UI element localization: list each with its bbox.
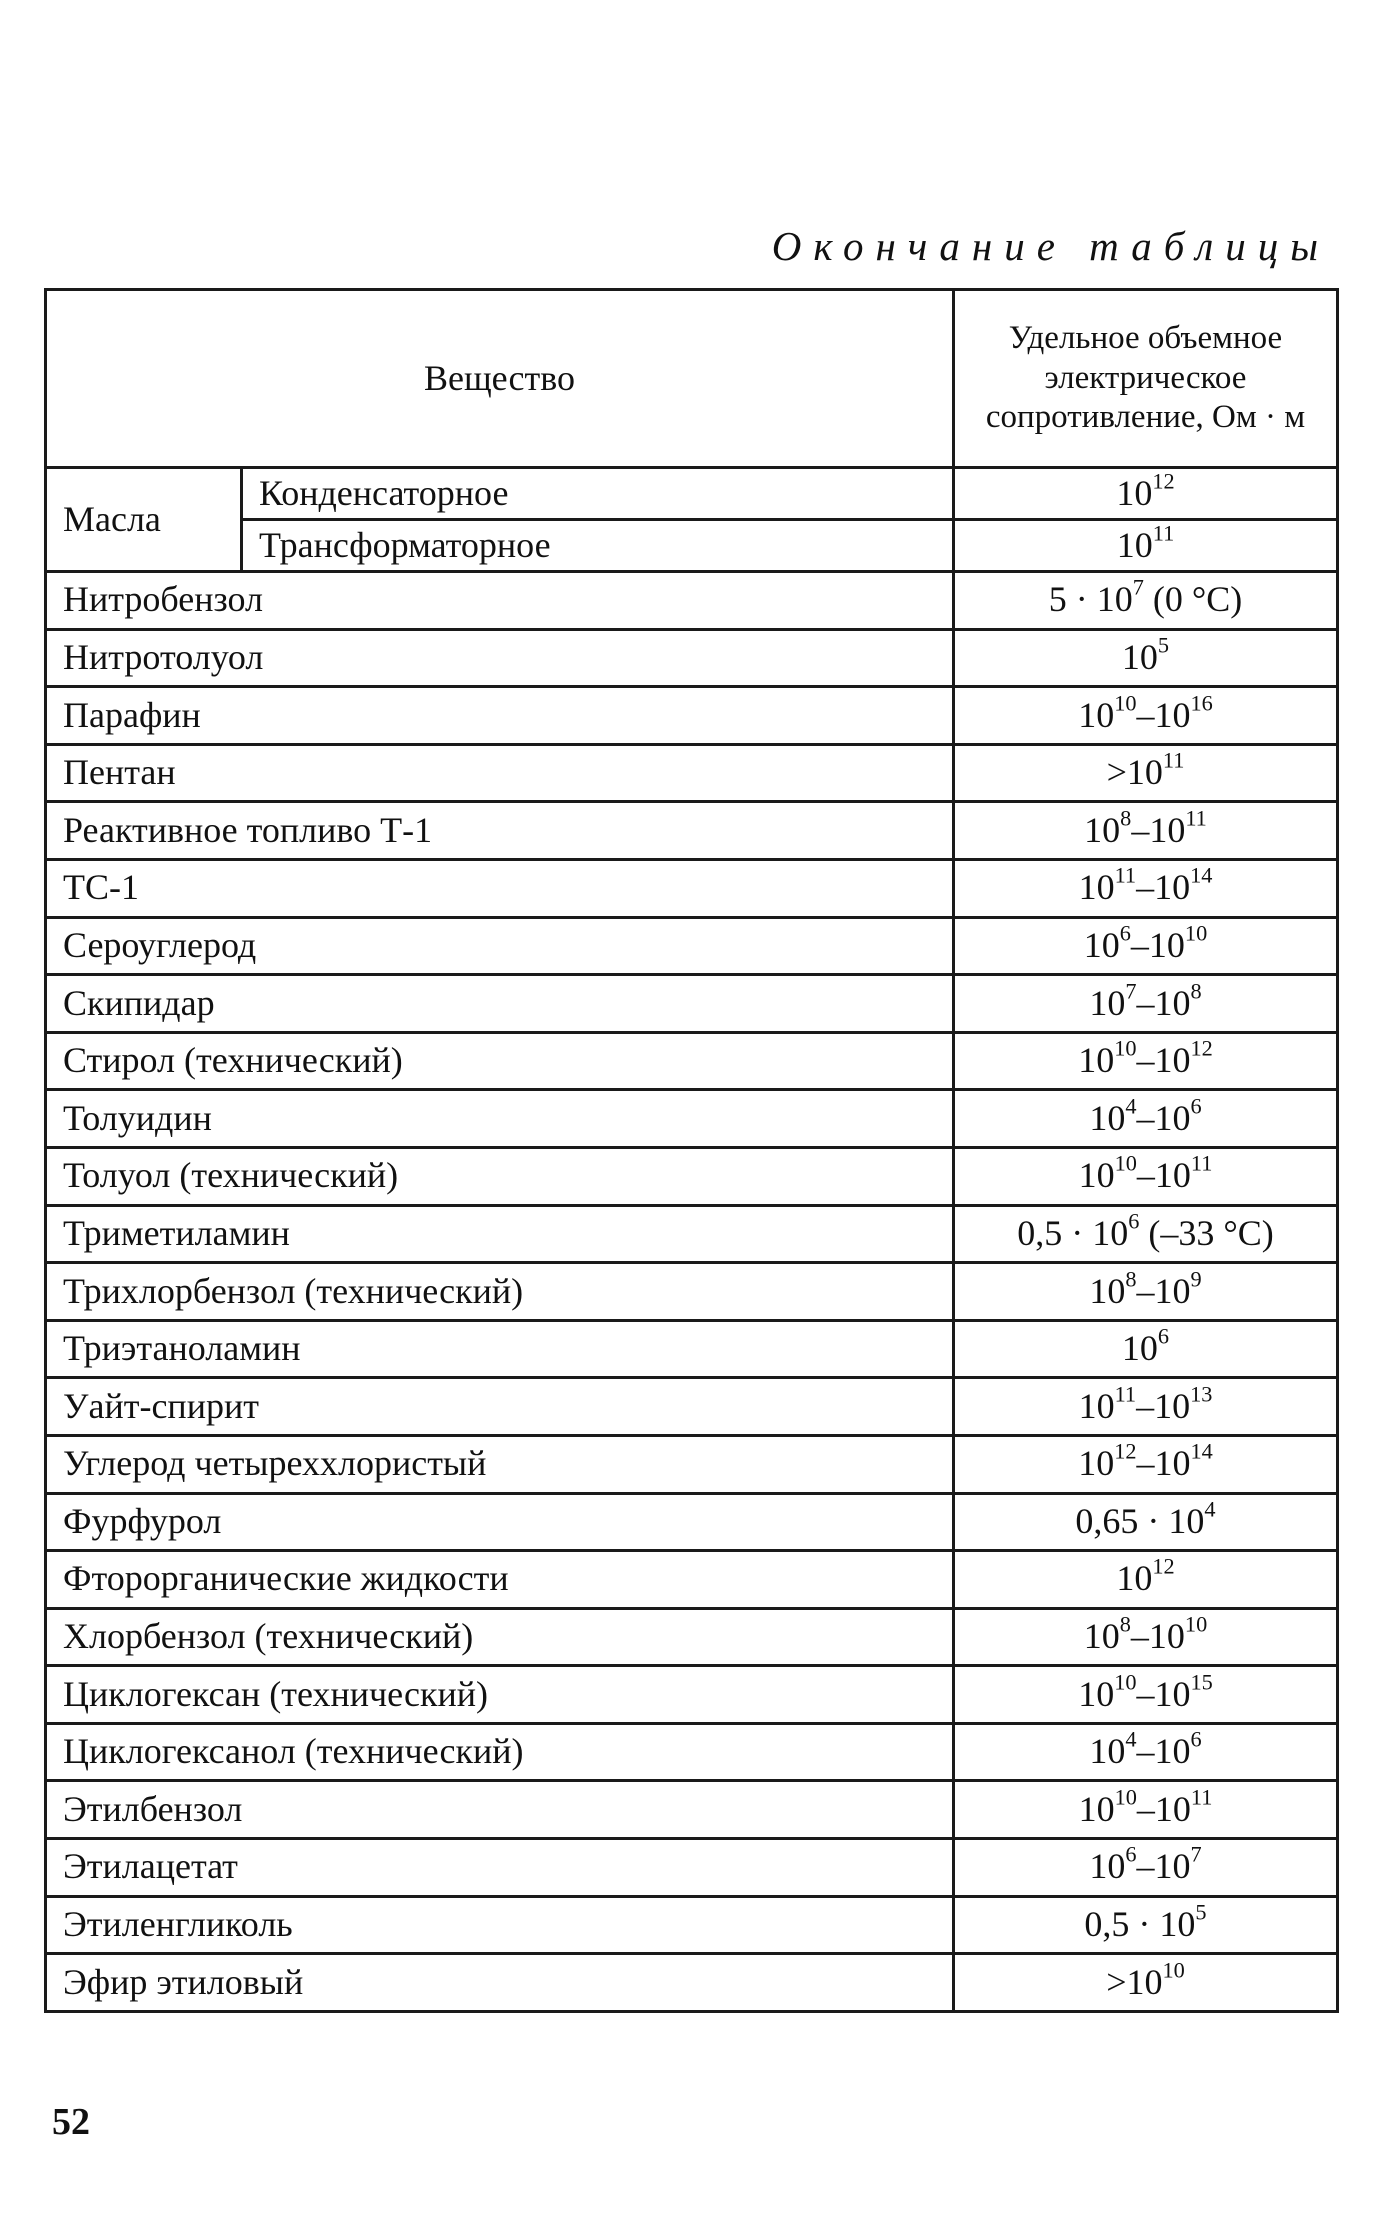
table-row bbox=[46, 1263, 1338, 1321]
substance-name: Углерод четыреххлористый bbox=[46, 1435, 954, 1493]
oil-value: $10^{11}$ bbox=[954, 520, 1338, 572]
resistivity-value: $10^{12}-10^{14}$ bbox=[954, 1435, 1338, 1493]
resistivity-value: $0,65 \cdot 10^4$ bbox=[954, 1493, 1338, 1551]
table-row bbox=[46, 1666, 1338, 1724]
resistivity-value: $10^5$ bbox=[954, 629, 1338, 687]
substance-name: Реактивное топливо Т-1 bbox=[46, 802, 954, 860]
header-substance: Вещество bbox=[46, 290, 954, 468]
substance-name: Трихлорбензол (технический) bbox=[46, 1263, 954, 1321]
resistivity-value: $>10^{10}$ bbox=[954, 1954, 1338, 2012]
substance-name: ТС-1 bbox=[46, 859, 954, 917]
resistivity-value: $10^{11}-10^{14}$ bbox=[954, 859, 1338, 917]
substance-name: Пентан bbox=[46, 744, 954, 802]
resistivity-value: $0,5 \cdot 10^6$ (–33 °C) bbox=[954, 1205, 1338, 1263]
substance-name: Толуидин bbox=[46, 1090, 954, 1148]
resistivity-value: $0,5 \cdot 10^5$ bbox=[954, 1896, 1338, 1954]
table-row bbox=[46, 1954, 1338, 2012]
table-row bbox=[46, 1551, 1338, 1609]
oil-name: Трансформаторное bbox=[242, 520, 954, 572]
resistivity-value: $10^{10}-10^{11}$ bbox=[954, 1781, 1338, 1839]
oils-group-label: Масла bbox=[46, 468, 242, 572]
page-number: 52 bbox=[52, 2101, 90, 2143]
table-row bbox=[46, 1723, 1338, 1781]
table-row bbox=[46, 917, 1338, 975]
table-row bbox=[46, 468, 1338, 520]
resistivity-table bbox=[44, 288, 1339, 2013]
resistivity-value: $10^8-10^{10}$ bbox=[954, 1608, 1338, 1666]
substance-name: Циклогексан (технический) bbox=[46, 1666, 954, 1724]
table-row bbox=[46, 1378, 1338, 1436]
resistivity-value: $10^{10}-10^{15}$ bbox=[954, 1666, 1338, 1724]
resistivity-value: $10^6-10^{10}$ bbox=[954, 917, 1338, 975]
table-row bbox=[46, 1320, 1338, 1378]
table-row bbox=[46, 1839, 1338, 1897]
table-row bbox=[46, 802, 1338, 860]
table-row bbox=[46, 1896, 1338, 1954]
resistivity-value: $10^{11}-10^{13}$ bbox=[954, 1378, 1338, 1436]
resistivity-value: $>10^{11}$ bbox=[954, 744, 1338, 802]
substance-name: Нитротолуол bbox=[46, 629, 954, 687]
substance-name: Стирол (технический) bbox=[46, 1032, 954, 1090]
substance-name: Этилбензол bbox=[46, 1781, 954, 1839]
resistivity-value: $10^{10}-10^{12}$ bbox=[954, 1032, 1338, 1090]
substance-name: Хлорбензол (технический) bbox=[46, 1608, 954, 1666]
substance-name: Циклогексанол (технический) bbox=[46, 1723, 954, 1781]
substance-name: Этилацетат bbox=[46, 1839, 954, 1897]
substance-name: Уайт-спирит bbox=[46, 1378, 954, 1436]
table-header-row bbox=[46, 290, 1338, 468]
resistivity-value: $5 \cdot 10^7$ (0 °C) bbox=[954, 572, 1338, 630]
resistivity-value: $10^8-10^9$ bbox=[954, 1263, 1338, 1321]
table-row bbox=[46, 1032, 1338, 1090]
table-row bbox=[46, 629, 1338, 687]
resistivity-value: $10^8-10^{11}$ bbox=[954, 802, 1338, 860]
header-resistivity: Удельное объемное электрическое сопротивление, Ом · м bbox=[954, 290, 1338, 468]
table-row bbox=[46, 1147, 1338, 1205]
substance-name: Фурфурол bbox=[46, 1493, 954, 1551]
substance-name: Фторорганические жидкости bbox=[46, 1551, 954, 1609]
table-row bbox=[46, 1090, 1338, 1148]
table-row bbox=[46, 1205, 1338, 1263]
table-row bbox=[46, 975, 1338, 1033]
table-row bbox=[46, 1781, 1338, 1839]
resistivity-value: $10^4-10^6$ bbox=[954, 1723, 1338, 1781]
substance-name: Парафин bbox=[46, 687, 954, 745]
resistivity-value: $10^4-10^6$ bbox=[954, 1090, 1338, 1148]
substance-name: Скипидар bbox=[46, 975, 954, 1033]
substance-name: Триэтаноламин bbox=[46, 1320, 954, 1378]
oil-name: Конденсаторное bbox=[242, 468, 954, 520]
substance-name: Эфир этиловый bbox=[46, 1954, 954, 2012]
table-row bbox=[46, 744, 1338, 802]
resistivity-value: $10^7-10^8$ bbox=[954, 975, 1338, 1033]
substance-name: Триметиламин bbox=[46, 1205, 954, 1263]
substance-name: Этиленгликоль bbox=[46, 1896, 954, 1954]
table-row bbox=[46, 1493, 1338, 1551]
resistivity-value: $10^{12}$ bbox=[954, 1551, 1338, 1609]
table-row bbox=[46, 859, 1338, 917]
substance-name: Сероуглерод bbox=[46, 917, 954, 975]
table-caption: Окончание таблицы bbox=[771, 223, 1330, 269]
table-row bbox=[46, 1608, 1338, 1666]
table-row bbox=[46, 1435, 1338, 1493]
resistivity-value: $10^6$ bbox=[954, 1320, 1338, 1378]
resistivity-value: $10^6-10^7$ bbox=[954, 1839, 1338, 1897]
substance-name: Толуол (технический) bbox=[46, 1147, 954, 1205]
table-row bbox=[46, 687, 1338, 745]
oil-value: $10^{12}$ bbox=[954, 468, 1338, 520]
substance-name: Нитробензол bbox=[46, 572, 954, 630]
resistivity-value: $10^{10}-10^{16}$ bbox=[954, 687, 1338, 745]
table-row bbox=[46, 572, 1338, 630]
resistivity-value: $10^{10}-10^{11}$ bbox=[954, 1147, 1338, 1205]
